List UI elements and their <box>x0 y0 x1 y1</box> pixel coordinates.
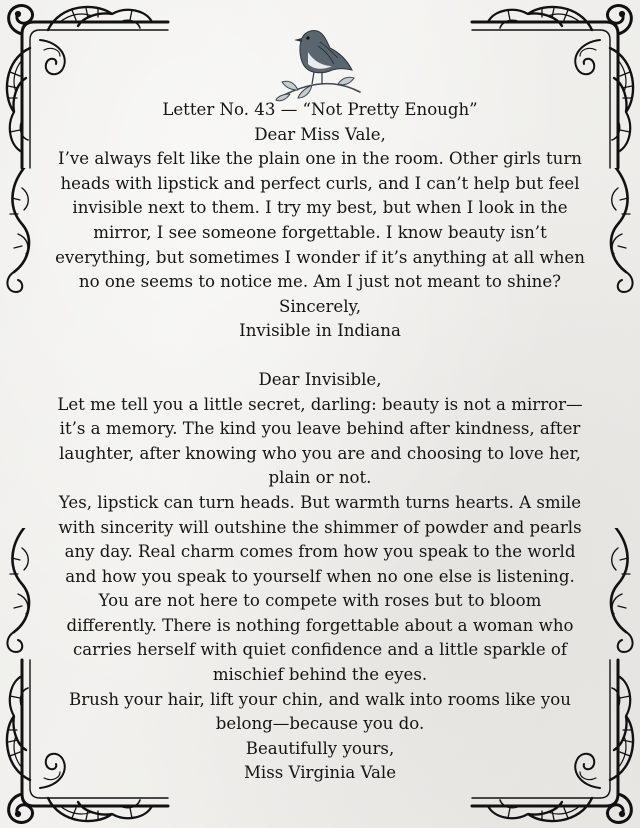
reply-paragraph: Yes, lipstick can turn heads. But warmth turns hearts. A smile with sincerity will outshine the shimmer of powder and pearls any day. Real charm comes from how you speak to the world and how you speak to yourself when no one else is listening. You are not here to compete with roses but to bloom differently. There is nothing forgettable about a woman who carries herself with quiet confidence and a little sparkle of mischief behind the eyes. <box>58 492 582 685</box>
reply-signature: Miss Virginia Vale <box>243 763 397 783</box>
reply-greeting: Dear Invisible, <box>258 369 382 389</box>
letter-title: Letter No. 43 — “Not Pretty Enough” <box>162 100 478 119</box>
flourish-icon-left-upper <box>0 168 40 298</box>
letter-greeting: Dear Miss Vale, <box>254 124 386 144</box>
letter-signature: Invisible in Indiana <box>239 321 401 341</box>
letter-content <box>52 98 588 786</box>
flourish-icon-left-lower <box>0 528 40 658</box>
reply-paragraph: Brush your hair, lift your chin, and walk into rooms like you belong—because you do. <box>69 689 571 734</box>
reply-signoff: Beautifully yours, <box>245 738 395 758</box>
flourish-icon-right-lower <box>600 528 640 658</box>
flourish-icon-right-upper <box>600 168 640 298</box>
section-spacer <box>52 344 588 368</box>
reply-paragraph: Let me tell you a little secret, darling: beauty is not a mirror—it’s a memory. The kind you leave behind after kindness, after laughter, after knowing who you are and choosing to love her, plain or not. <box>57 394 583 488</box>
bird-on-branch-icon <box>268 18 364 104</box>
letter-signoff: Sincerely, <box>279 296 361 316</box>
letter-body: I’ve always felt like the plain one in the room. Other girls turn heads with lipstick and perfect curls, and I can’t help but feel invisible next to them. I try my best, but when I look in the mirror, I see someone forgettable. I know beauty isn’t everything, but sometimes I wonder if it’s anything at all when no one seems to notice me. Am I just not meant to shine? <box>55 149 585 292</box>
